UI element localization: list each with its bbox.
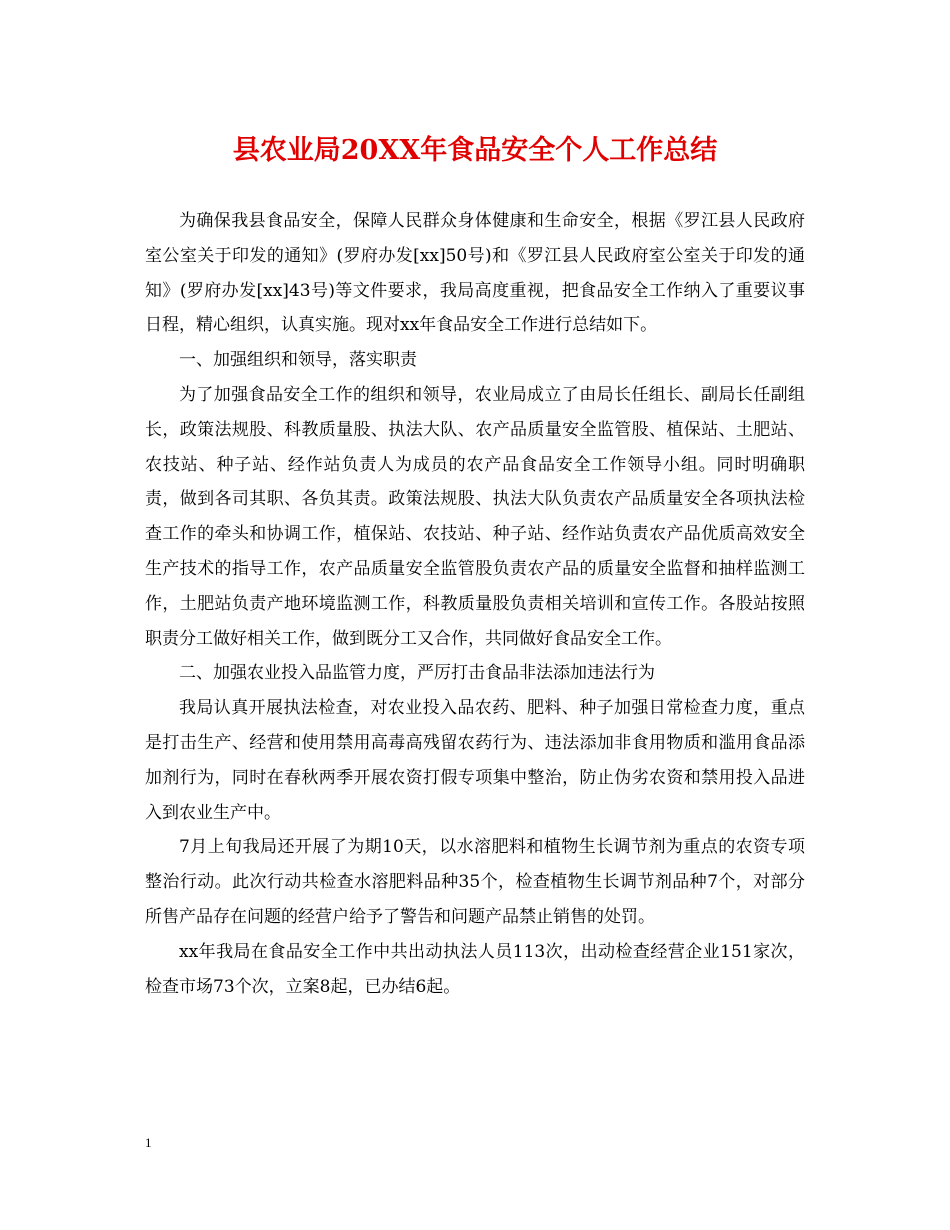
page-number: 1 — [145, 1135, 152, 1150]
heading-section-2: 二、加强农业投入品监管力度，严厉打击食品非法添加违法行为 — [179, 663, 655, 684]
paragraph-statistics: xx年我局在食品安全工作中共出动执法人员113次，出动检查经营企业151家次，检查市场73个次，立案8起，已办结6起。 — [145, 941, 805, 997]
paragraph-intro: 为确保我县食品安全，保障人民群众身体健康和生命安全，根据《罗江县人民政府室公室关于印发的通知》(罗府办发[xx]50号)和《罗江县人民政府室公室关于印发的通知》(罗府办发[xx]43号)等文件要求，我局高度重视，把食品安全工作纳入了重要议事日程，精心组织，认真实施。现对xx年食品安全工作进行总结如下。 — [145, 211, 805, 336]
paragraph-inspection: 我局认真开展执法检查，对农业投入品农药、肥料、种子加强日常检查力度，重点是打击生产、经营和使用禁用高毒高残留农药行为、违法添加非食用物质和滥用食品添加剂行为，同时在春秋两季开展农资打假专项集中整治，防止伪劣农资和禁用投入品进入到农业生产中。 — [145, 698, 805, 823]
heading-section-1: 一、加强组织和领导，落实职责 — [179, 350, 417, 371]
paragraph-section-1: 为了加强食品安全工作的组织和领导，农业局成立了由局长任组长、副局长任副组长，政策法规股、科教质量股、执法大队、农产品质量安全监管股、植保站、土肥站、农技站、种子站、经作站负责人为成员的农产品食品安全工作领导小组。同时明确职责，做到各司其职、各负其责。政策法规股、执法大队负责农产品质量安全各项执法检查工作的牵头和协调工作，植保站、农技站、种子站、经作站负责农产品优质高效安全生产技术的指导工作，农产品质量安全监管股负责农产品的质量安全监督和抽样监测工作，土肥站负责产地环境监测工作，科教质量股负责相关培训和宣传工作。各股站按照职责分工做好相关工作，做到既分工又合作，共同做好食品安全工作。 — [145, 384, 805, 649]
paragraph-july-campaign: 7月上旬我局还开展了为期10天，以水溶肥料和植物生长调节剂为重点的农资专项整治行动。此次行动共检查水溶肥料品种35个，检查植物生长调节剂品种7个，对部分所售产品存在问题的经营户给予了警告和问题产品禁止销售的处罚。 — [145, 837, 805, 927]
document-title: 县农业局20XX年食品安全个人工作总结 — [232, 135, 718, 166]
document-body — [145, 204, 805, 1004]
